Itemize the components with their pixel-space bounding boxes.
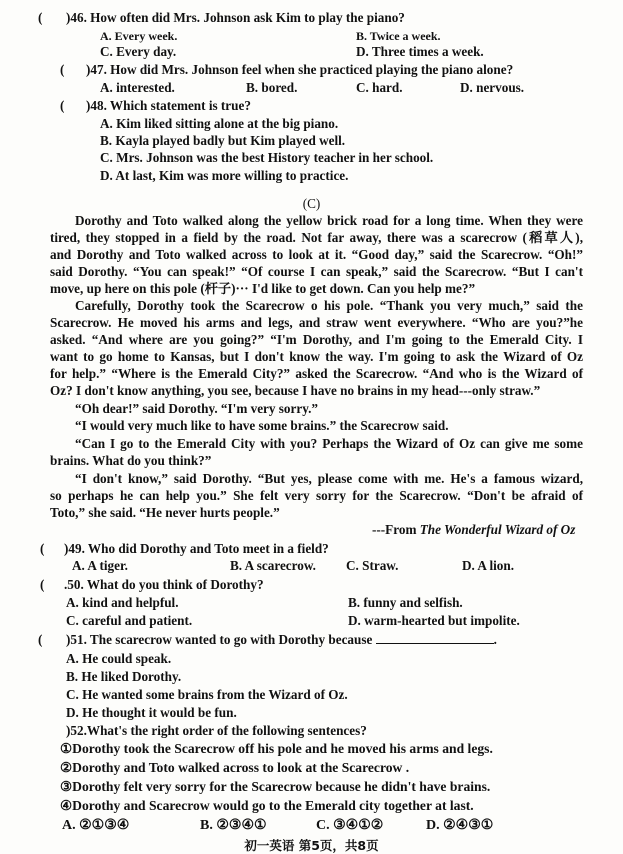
q47-option-c: C. hard.	[356, 80, 403, 95]
question-46-stem: )46. How often did Mrs. Johnson ask Kim to play the piano?	[66, 10, 405, 25]
answer-paren: (	[60, 62, 65, 77]
passage-line: move, up here on this pole (杆子)··· I'd like to get down. Can you help me?”	[50, 281, 476, 296]
q52-sentence-2: ②Dorothy and Toto walked across to look at the Scarecrow .	[60, 760, 410, 775]
q48-option-d: D. At last, Kim was more willing to practice.	[100, 168, 349, 183]
answer-blank	[376, 632, 494, 644]
passage-line: Carefully, Dorothy took the Scarecrow o his pole. “Thank you very much,” said the	[75, 298, 583, 313]
section-heading: (C)	[302, 196, 321, 211]
q50-option-d: D. warm-hearted but impolite.	[348, 613, 520, 628]
q51-option-d: D. He thought it would be fun.	[66, 705, 237, 720]
q51-option-a: A. He could speak.	[66, 651, 172, 666]
answer-paren: (	[60, 98, 65, 113]
q49-option-b: B. A scarecrow.	[230, 558, 316, 573]
question-51-stem: )51. The scarecrow wanted to go with Dorothy because .	[66, 632, 497, 647]
q48-option-a: A. Kim liked sitting alone at the big piano.	[100, 116, 339, 131]
passage-line: tired, they stopped in a field by the road. Not far away, there was a scarecrow (稻草人),	[50, 230, 583, 245]
question-50-stem: .50. What do you think of Dorothy?	[64, 577, 264, 592]
q52-option-a: A. ②①③④	[62, 818, 130, 833]
q52-option-b: B. ②③④①	[200, 818, 267, 833]
passage-line: said Dorothy. “You can speak!” “Of course I can speak,” said the Scarecrow. “But I can't	[50, 264, 583, 279]
question-47-stem: )47. How did Mrs. Johnson feel when she practiced playing the piano alone?	[86, 62, 514, 77]
q50-option-b: B. funny and selfish.	[348, 595, 463, 610]
q47-option-d: D. nervous.	[460, 80, 525, 95]
q49-option-a: A. A tiger.	[72, 558, 128, 573]
passage-line: for help.” “Where is the Emerald City?” asked the Scarecrow. “And who is the Wizard of	[50, 366, 583, 381]
question-52-stem: )52.What's the right order of the following sentences?	[66, 723, 367, 738]
q52-sentence-4: ④Dorothy and Scarecrow would go to the Emerald city together at last.	[60, 798, 474, 813]
passage-line: “I don't know,” said Dorothy. “But yes, please come with me. He's a famous wizard,	[75, 471, 583, 486]
answer-paren: (	[40, 541, 45, 556]
q52-option-c: C. ③④①②	[316, 818, 384, 833]
passage-line: “Can I go to the Emerald City with you? Perhaps the Wizard of Oz can give me some	[75, 436, 583, 451]
passage-source: ---From The Wonderful Wizard of Oz	[372, 522, 576, 537]
passage-line: Oz? I don't know anything, you see, because I have no brains in my head---only straw.”	[50, 383, 541, 398]
passage-line: Dorothy and Toto walked along the yellow brick road for a long time. When they were	[75, 213, 583, 228]
q46-option-b: B. Twice a week.	[356, 29, 441, 43]
passage-line: and Dorothy and Toto walked across to look at it. “Good day,” said the Scarecrow. “Oh!”	[50, 247, 583, 262]
passage-line: Scarecrow. He moved his arms and legs, and straw went everywhere. “Who are you?”he	[50, 315, 583, 330]
answer-paren: (	[40, 577, 45, 592]
q49-option-c: C. Straw.	[346, 558, 399, 573]
q49-option-d: D. A lion.	[462, 558, 515, 573]
answer-paren: (	[38, 10, 43, 25]
q46-option-c: C. Every day.	[100, 44, 177, 59]
q52-sentence-3: ③Dorothy felt very sorry for the Scarecrow because he didn't have brains.	[60, 779, 491, 794]
passage-line: “I would very much like to have some brains.” the Scarecrow said.	[75, 418, 449, 433]
q50-option-c: C. careful and patient.	[66, 613, 193, 628]
question-49-stem: )49. Who did Dorothy and Toto meet in a field?	[64, 541, 329, 556]
passage-line: brains. What do you think?”	[50, 453, 212, 468]
passage-line: want to go home to Kansas, but I don't know the way. I'm going to ask the Wizard of Oz	[50, 349, 583, 364]
page-footer: 初一英语 第5页，共8页	[244, 838, 379, 853]
q52-option-d: D. ②④③①	[426, 818, 494, 833]
q52-sentence-1: ①Dorothy took the Scarecrow off his pole and he moved his arms and legs.	[60, 741, 493, 756]
q47-option-a: A. interested.	[100, 80, 175, 95]
q50-option-a: A. kind and helpful.	[66, 595, 179, 610]
passage-line: “Oh dear!” said Dorothy. “I'm very sorry.”	[75, 401, 318, 416]
passage-line: asked. “And where are you going?” “I'm Dorothy, and I'm going to the Emerald City. I	[50, 332, 583, 347]
q47-option-b: B. bored.	[246, 80, 298, 95]
q51-option-c: C. He wanted some brains from the Wizard of Oz.	[66, 687, 348, 702]
passage-line: Toto,” she said. “He never hurts people.”	[50, 505, 280, 520]
q48-option-c: C. Mrs. Johnson was the best History teacher in her school.	[100, 150, 434, 165]
q51-option-b: B. He liked Dorothy.	[66, 669, 182, 684]
passage-line: so perhaps he can help you.” She felt very sorry for the Scarecrow. “Don't be afraid of	[50, 488, 583, 503]
q46-option-a: A. Every week.	[100, 29, 178, 43]
q46-option-d: D. Three times a week.	[356, 44, 484, 59]
q48-option-b: B. Kayla played badly but Kim played well.	[100, 133, 346, 148]
answer-paren: (	[38, 632, 43, 647]
question-48-stem: )48. Which statement is true?	[86, 98, 251, 113]
